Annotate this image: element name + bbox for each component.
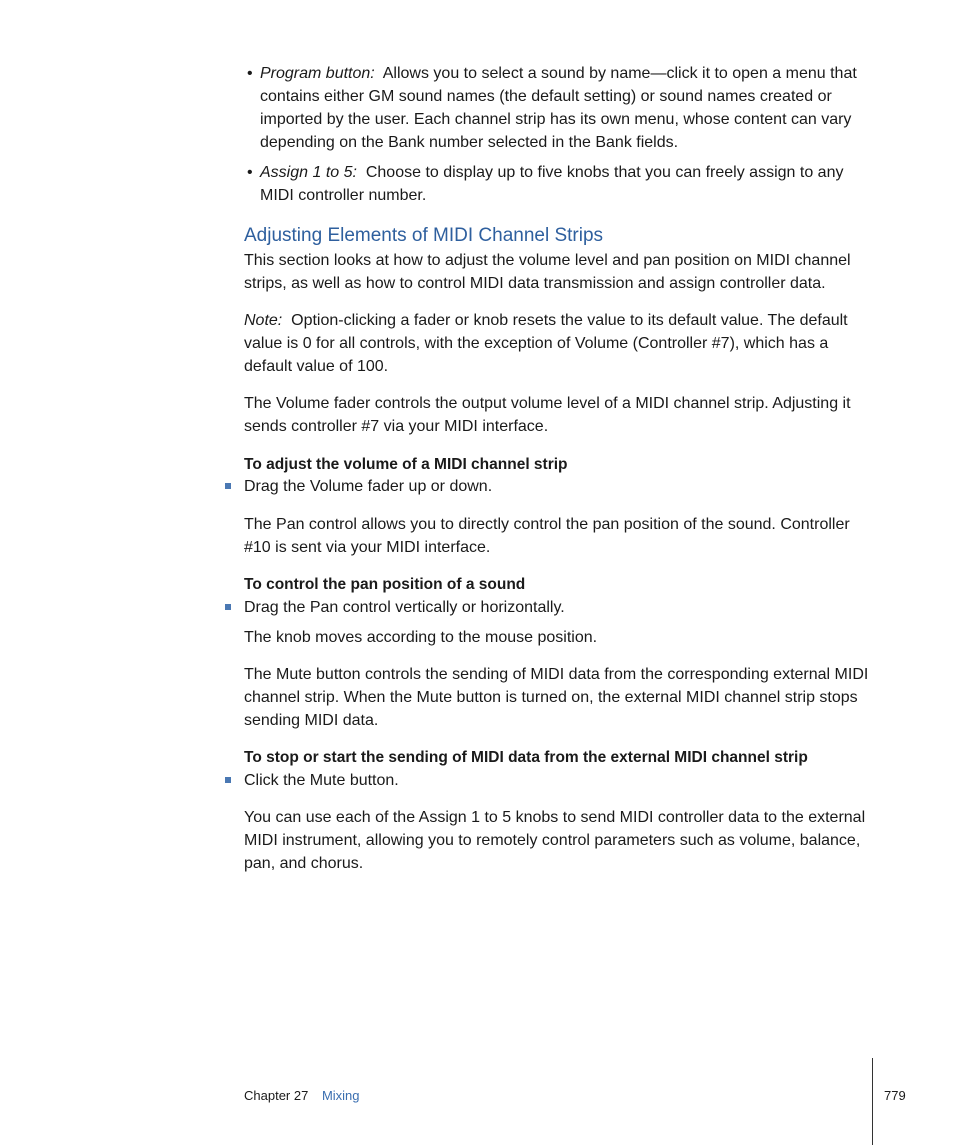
task-volume-step: Drag the Volume fader up or down. bbox=[244, 475, 876, 498]
bullet-program-button bbox=[247, 62, 876, 154]
bullet-dot-icon: • bbox=[247, 65, 253, 82]
task-mute-step: Click the Mute button. bbox=[244, 769, 876, 792]
square-bullet-icon bbox=[225, 777, 231, 783]
intro-paragraph: This section looks at how to adjust the volume level and pan position on MIDI channel strips, as well as how to control MIDI data transmission and assign controller data. bbox=[244, 252, 851, 292]
bullet-assign bbox=[247, 161, 876, 207]
note-paragraph bbox=[244, 309, 876, 378]
task-pan-step: Drag the Pan control vertically or horizontally. bbox=[244, 596, 876, 619]
bullet-text: Allows you to select a sound by name—click it to open a menu that contains either GM sound names (the default setting) or sound names created or imported by the user. Each channel strip has its own menu, whose content can vary depending on the Bank number selected in the Bank fields. bbox=[260, 65, 857, 151]
bullet-term: Program button: bbox=[260, 65, 375, 82]
knob-paragraph: The knob moves according to the mouse position. bbox=[244, 629, 598, 646]
task-pan-title: To control the pan position of a sound bbox=[244, 576, 526, 593]
task-mute-title: To stop or start the sending of MIDI data from the external MIDI channel strip bbox=[244, 749, 808, 766]
volume-paragraph: The Volume fader controls the output volume level of a MIDI channel strip. Adjusting it sends controller #7 via your MIDI interface. bbox=[244, 395, 851, 435]
footer-divider bbox=[872, 1058, 873, 1145]
square-bullet-icon bbox=[225, 483, 231, 489]
footer-chapter bbox=[244, 1088, 360, 1104]
mute-paragraph: The Mute button controls the sending of MIDI data from the corresponding external MIDI channel strip. When the Mute button is turned on, the external MIDI channel strip stops sending MIDI data. bbox=[244, 666, 869, 729]
chapter-title-link[interactable]: Mixing bbox=[321, 1088, 360, 1103]
task-volume-title: To adjust the volume of a MIDI channel strip bbox=[244, 456, 568, 473]
square-bullet-icon bbox=[225, 604, 231, 610]
assign-paragraph: You can use each of the Assign 1 to 5 knobs to send MIDI controller data to the external MIDI instrument, allowing you to remotely control parameters such as volume, balance, pan, and chorus. bbox=[244, 809, 866, 872]
section-heading: Adjusting Elements of MIDI Channel Strips bbox=[244, 225, 604, 246]
note-label: Note: bbox=[244, 312, 283, 329]
page-number: 779 bbox=[884, 1088, 906, 1103]
bullet-text: Choose to display up to five knobs that you can freely assign to any MIDI controller number. bbox=[260, 164, 844, 204]
bullet-dot-icon: • bbox=[247, 164, 253, 181]
pan-paragraph: The Pan control allows you to directly control the pan position of the sound. Controller #10 is sent via your MIDI interface. bbox=[244, 516, 850, 556]
chapter-label: Chapter 27 bbox=[244, 1088, 309, 1103]
note-text: Option-clicking a fader or knob resets the value to its default value. The default value is 0 for all controls, with the exception of Volume (Controller #7), which has a default value of 100. bbox=[244, 312, 848, 375]
bullet-term: Assign 1 to 5: bbox=[260, 164, 357, 181]
